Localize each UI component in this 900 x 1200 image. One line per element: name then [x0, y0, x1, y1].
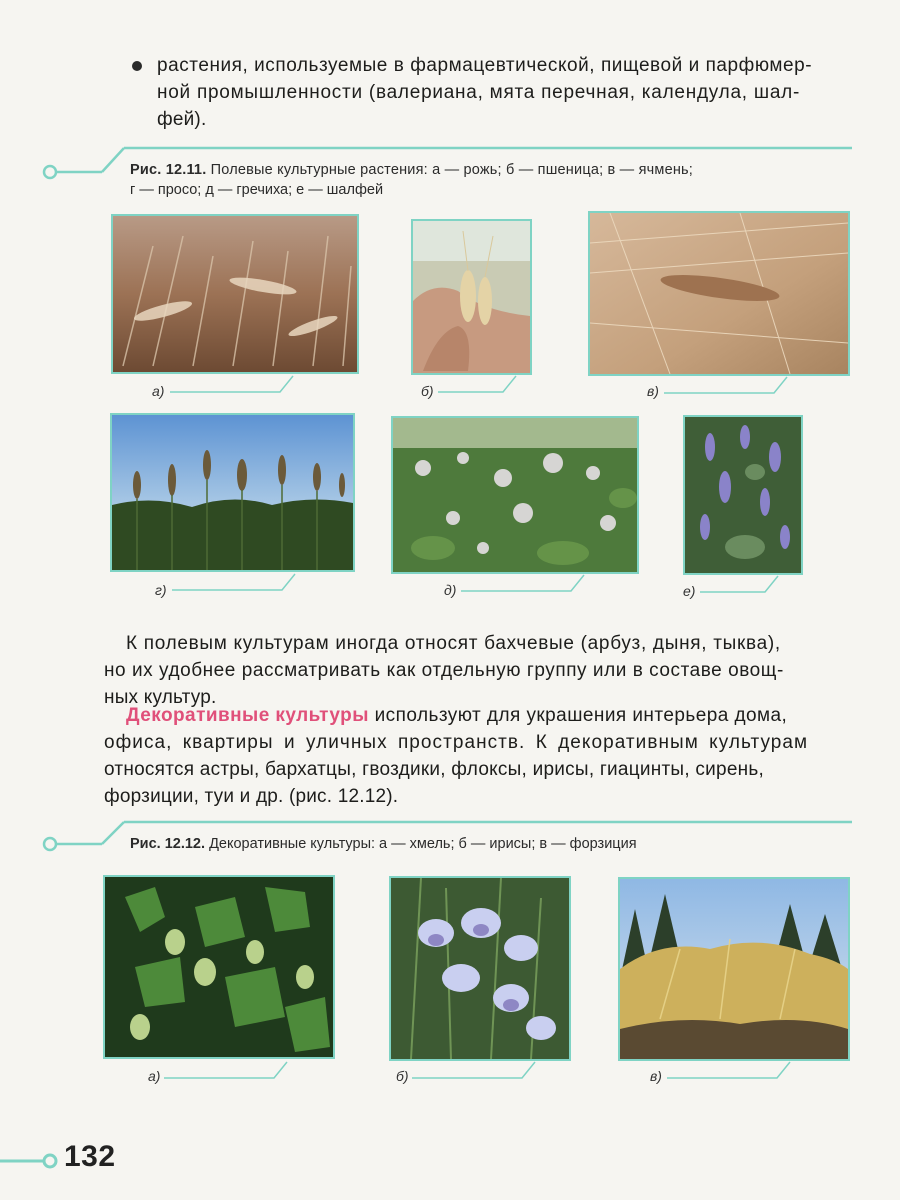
- photo-label-a: а): [148, 1068, 161, 1084]
- label-leader: [664, 375, 789, 397]
- hop-image: [105, 877, 333, 1057]
- page-number: 132: [64, 1140, 116, 1173]
- photo-wheat: [411, 219, 532, 375]
- bullet-item: [157, 52, 855, 133]
- page-number-marker: [0, 1150, 62, 1172]
- text-line: фей).: [157, 109, 207, 130]
- photo-label-b: б): [421, 383, 434, 399]
- text-line: растения, используемые в фармацевтической, пищевой и парфюмер-: [157, 55, 813, 76]
- wheat-image: [413, 221, 530, 373]
- caption-text: Полевые культурные растения: а — рожь; б — пшеница; в — ячмень;: [210, 162, 694, 178]
- paragraph-melons: [104, 630, 850, 711]
- photo-label-g: г): [155, 582, 167, 598]
- photo-label-v: в): [647, 383, 659, 399]
- label-leader: [412, 1060, 537, 1082]
- forsythia-image: [620, 879, 848, 1059]
- text-fragment: используют для украшения интерьера дома,: [368, 705, 788, 726]
- text-line: К полевым культурам иногда относят бахчевые (арбуз, дыня, тыква),: [126, 633, 781, 654]
- photo-rye: [111, 214, 359, 374]
- photo-iris: [389, 876, 571, 1061]
- barley-image: [590, 213, 848, 374]
- photo-label-v: в): [650, 1068, 662, 1084]
- text-line: [104, 702, 850, 729]
- highlighted-term: Декоративные культуры: [126, 705, 369, 726]
- figure-number: Рис. 12.12.: [130, 836, 206, 852]
- photo-sage: [683, 415, 803, 575]
- text-line: ных культур.: [104, 687, 217, 708]
- iris-image: [391, 878, 569, 1059]
- label-leader: [164, 1060, 289, 1082]
- text-line: относятся астры, бархатцы, гвоздики, флоксы, ирисы, гиацинты, сирень,: [104, 759, 765, 780]
- caption-text: Декоративные культуры: а — хмель; б — ирисы; в — форзиция: [209, 836, 637, 852]
- buckwheat-image: [393, 418, 637, 572]
- photo-label-e: е): [683, 583, 696, 599]
- photo-label-a: а): [152, 383, 165, 399]
- bullet-dot: [132, 61, 142, 71]
- photo-label-b: б): [396, 1068, 409, 1084]
- label-leader: [461, 573, 586, 595]
- photo-forsythia: [618, 877, 850, 1061]
- label-leader: [700, 574, 780, 596]
- photo-label-d: д): [444, 582, 457, 598]
- text-line: форзиции, туи и др. (рис. 12.12).: [104, 786, 399, 807]
- label-leader: [438, 374, 518, 396]
- sage-image: [685, 417, 801, 573]
- text-line: офиса, квартиры и уличных пространств. К декоративным культурам: [104, 732, 809, 753]
- photo-hop: [103, 875, 335, 1059]
- caption-text: г — просо; д — гречиха; е — шалфей: [130, 182, 384, 198]
- photo-buckwheat: [391, 416, 639, 574]
- label-leader: [170, 374, 295, 396]
- figure-caption-12-12: [130, 834, 850, 854]
- rye-image: [113, 216, 357, 372]
- label-leader: [667, 1060, 792, 1082]
- photo-barley: [588, 211, 850, 376]
- figure-number: Рис. 12.11.: [130, 162, 207, 178]
- label-leader: [172, 572, 297, 594]
- paragraph-decorative: [104, 702, 850, 810]
- photo-millet: [110, 413, 355, 572]
- text-line: ной промышленности (валериана, мята перечная, календула, шал-: [157, 82, 801, 103]
- figure-caption-12-11: [130, 160, 852, 200]
- text-line: но их удобнее рассматривать как отдельную группу или в составе овощ-: [104, 660, 784, 681]
- millet-image: [112, 415, 353, 570]
